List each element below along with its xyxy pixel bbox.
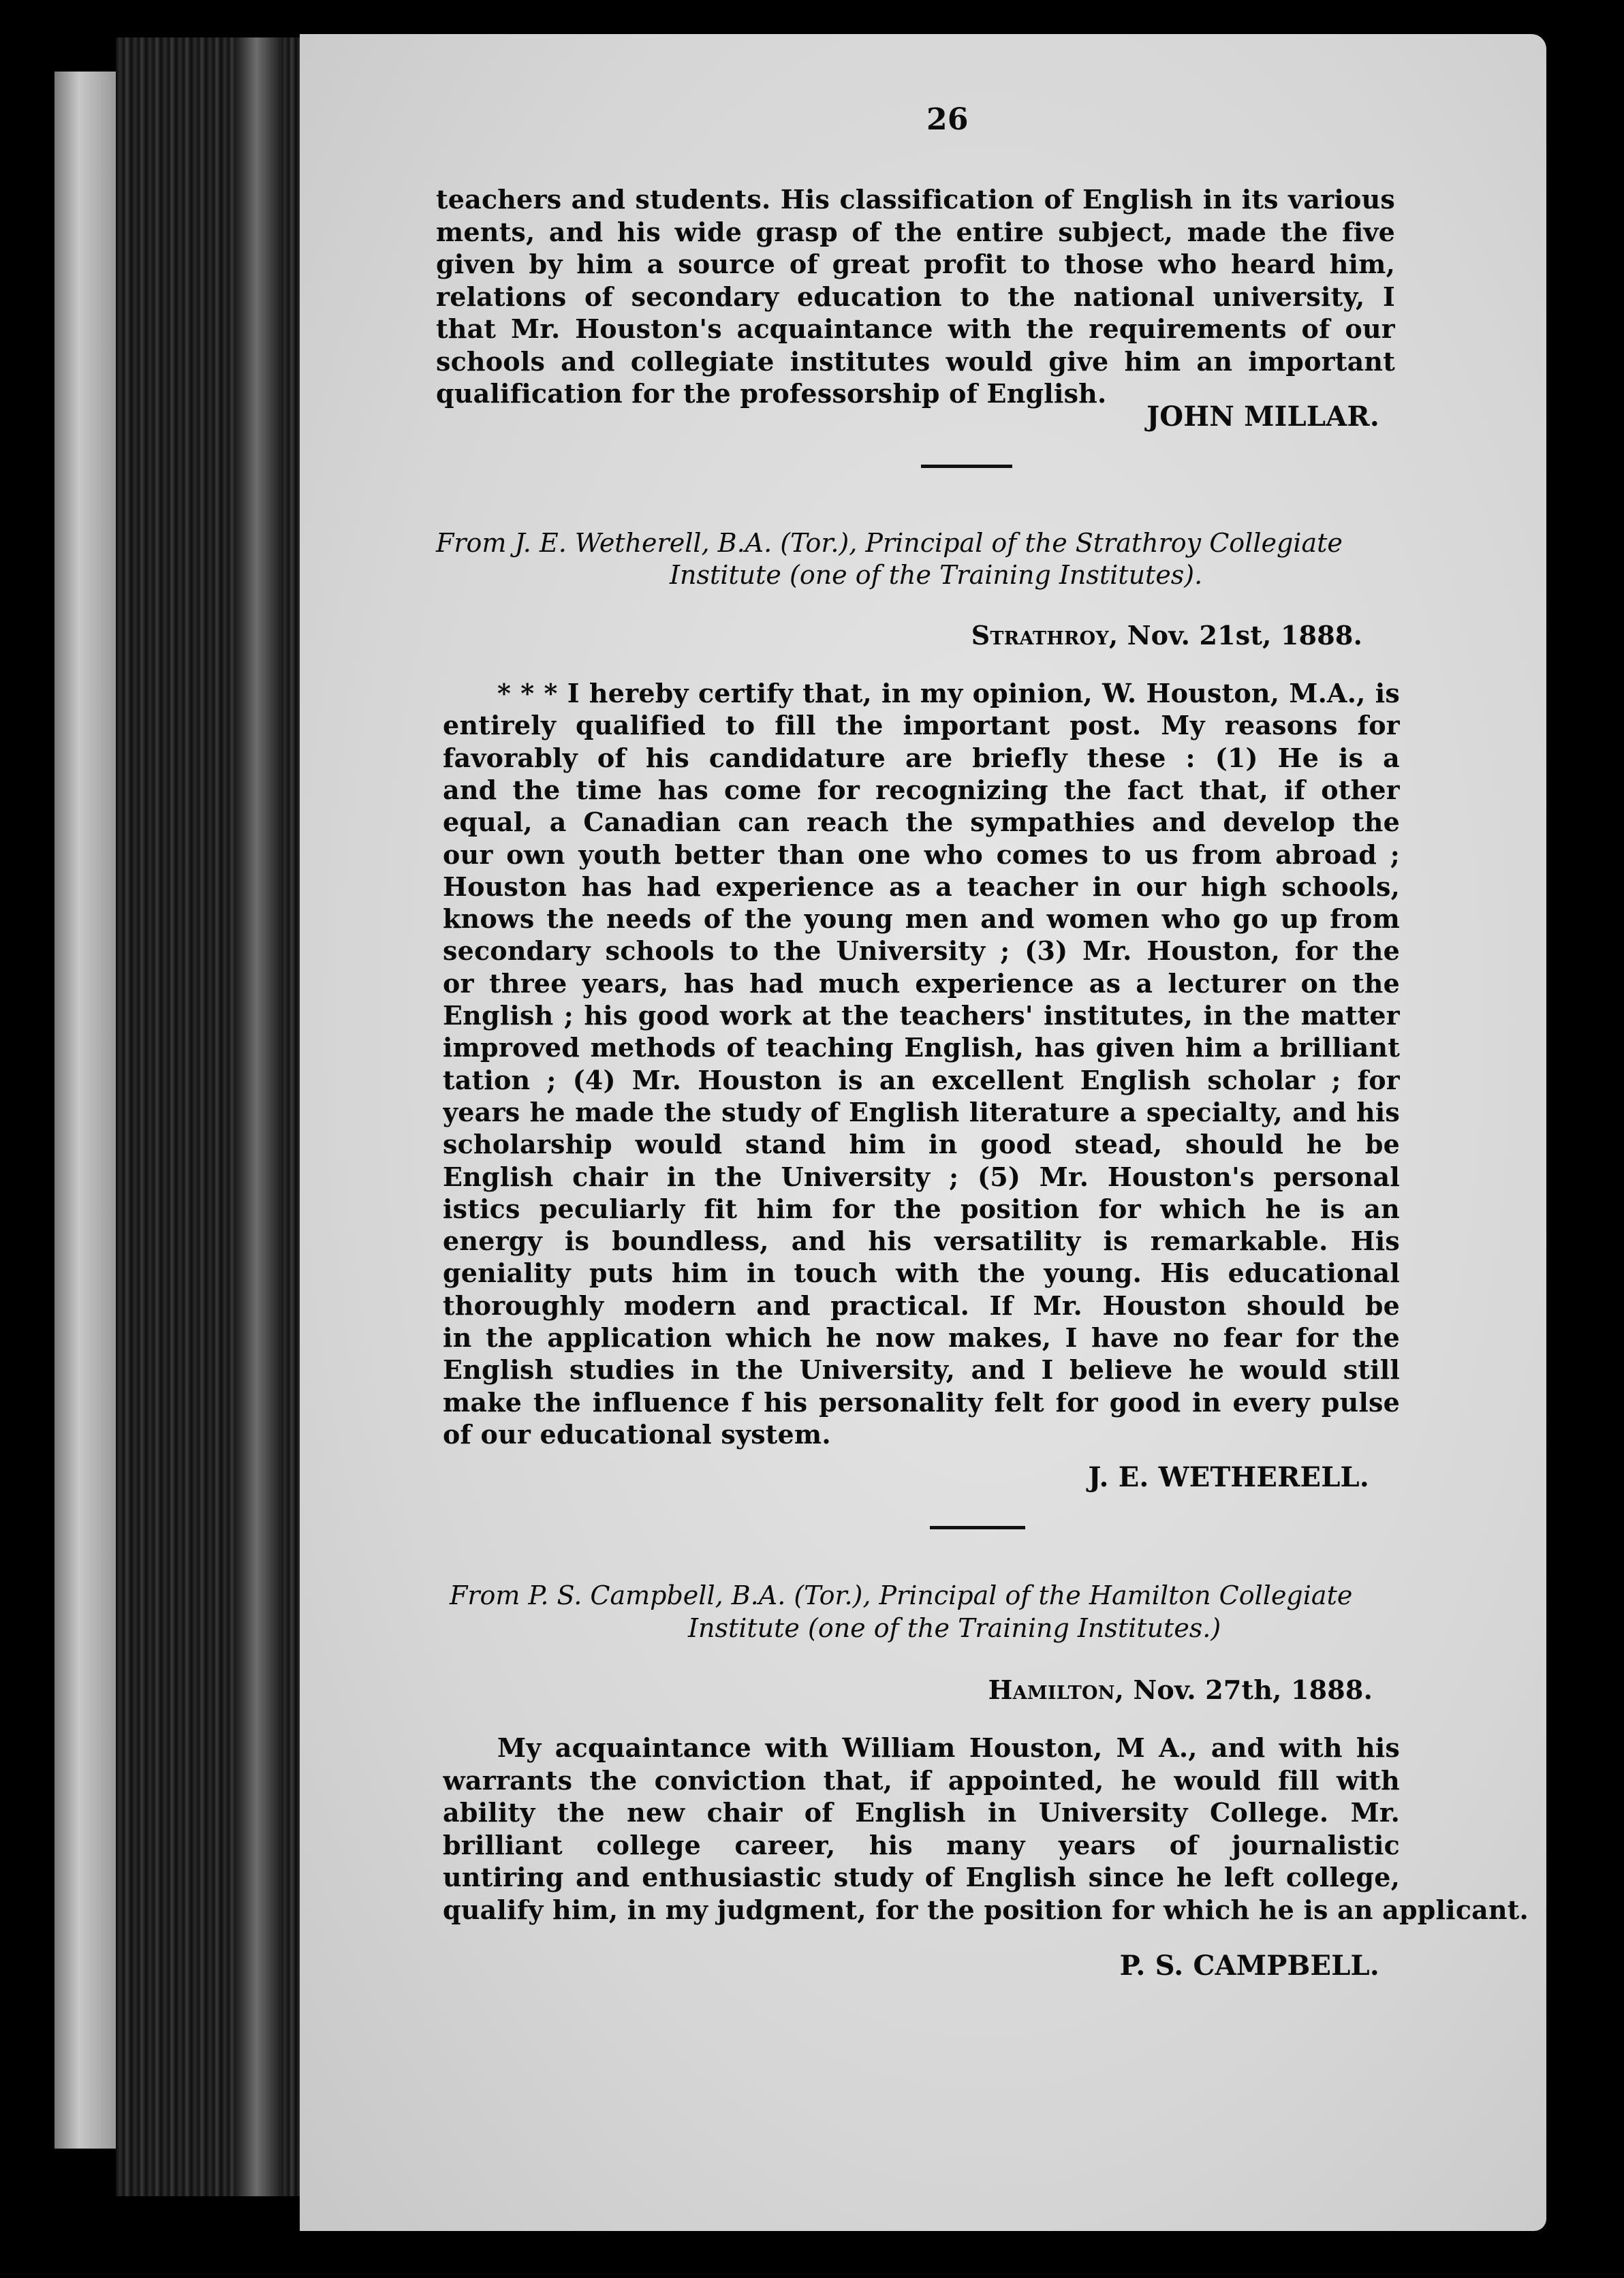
wetherell-dateline (971, 620, 1362, 651)
text-line: or three years, has had much experience as a lecturer on the (443, 967, 1400, 999)
text-line: entirely qualified to fill the important post. My reasons for (443, 710, 1400, 741)
section-divider (921, 465, 1012, 468)
text-line: relations of secondary education to the national university, I (436, 281, 1395, 312)
signature-john-millar: JOHN MILLAR. (1146, 401, 1379, 433)
wetherell-heading-line1: From J. E. Wetherell, B.A. (Tor.), Principal of the Strathroy Collegiate (436, 528, 1343, 558)
text-line: My acquaintance with William Houston, M A., and with his (497, 1732, 1400, 1763)
text-line: English studies in the University, and I believe he would still (443, 1354, 1400, 1386)
text-line: that Mr. Houston's acquaintance with the requirements of our (436, 313, 1395, 344)
text-line: equal, a Canadian can reach the sympathies and develop the (443, 807, 1400, 838)
text-line: English chair in the University ; (5) Mr. Houston's personal (443, 1161, 1400, 1192)
wetherell-heading-line2: Institute (one of the Training Institutes). (670, 560, 1203, 590)
text-line: warrants the conviction that, if appointed, he would fill with (443, 1764, 1400, 1796)
text-line: scholarship would stand him in good stead, should he be (443, 1129, 1400, 1160)
signature-ps-campbell: P. S. CAMPBELL. (1119, 1950, 1379, 1982)
text-line: energy is boundless, and his versatility is remarkable. His (443, 1226, 1400, 1257)
book-binding-strip (235, 37, 283, 2196)
text-line: teachers and students. His classification of English in its various (436, 184, 1395, 215)
text-line: improved methods of teaching English, has given him a brilliant (443, 1032, 1400, 1063)
text-line: given by him a source of great profit to those who heard him, (436, 249, 1395, 279)
text-line: thoroughly modern and practical. If Mr. Houston should be (443, 1290, 1400, 1321)
section-divider (930, 1526, 1025, 1529)
text-line: secondary schools to the University ; (3) Mr. Houston, for the (443, 935, 1400, 967)
wetherell-date: , Nov. 21st, 1888. (1108, 620, 1362, 651)
text-line: istics peculiarly fit him for the position for which he is an (443, 1193, 1400, 1224)
text-line: of our educational system. (443, 1418, 831, 1450)
signature-je-wetherell: J. E. WETHERELL. (1088, 1461, 1369, 1493)
book-edge-left (54, 72, 116, 2149)
text-line: Houston has had experience as a teacher in our high schools, (443, 871, 1400, 902)
text-line: brilliant college career, his many years of journalistic (443, 1829, 1400, 1860)
text-line: and the time has come for recognizing the fact that, if other (443, 774, 1400, 805)
campbell-date: , Nov. 27th, 1888. (1114, 1674, 1373, 1705)
campbell-dateline (988, 1674, 1373, 1705)
text-line: knows the needs of the young men and women who go up from (443, 903, 1400, 935)
text-line: schools and collegiate institutes would give him an important (436, 345, 1395, 377)
text-line: years he made the study of English literature a specialty, and his (443, 1096, 1400, 1127)
text-line: English ; his good work at the teachers' institutes, in the matter (443, 1000, 1400, 1031)
text-line: qualification for the professorship of English. (436, 378, 1107, 409)
text-line: untiring and enthusiastic study of English since he left college, (443, 1862, 1400, 1892)
text-line: favorably of his candidature are briefly these : (1) He is a (443, 742, 1400, 773)
text-line: ments, and his wide grasp of the entire subject, made the five (436, 216, 1395, 247)
text-line: make the influence f his personality felt for good in every pulse (443, 1386, 1400, 1418)
wetherell-place: Strathroy (971, 620, 1109, 651)
text-line: tation ; (4) Mr. Houston is an excellent English scholar ; for (443, 1064, 1400, 1095)
text-line: qualify him, in my judgment, for the position for which he is an applicant. (443, 1894, 1529, 1925)
book-page (300, 34, 1546, 2231)
text-line: * * * I hereby certify that, in my opinion, W. Houston, M.A., is (497, 678, 1400, 708)
campbell-heading-line2: Institute (one of the Training Institutes.) (688, 1613, 1221, 1643)
page-number: 26 (926, 102, 969, 137)
text-line: geniality puts him in touch with the young. His educational (443, 1258, 1400, 1289)
text-line: our own youth better than one who comes to us from abroad ; (443, 839, 1400, 870)
campbell-heading-line1: From P. S. Campbell, B.A. (Tor.), Principal of the Hamilton Collegiate (450, 1580, 1353, 1610)
text-line: ability the new chair of English in University College. Mr. (443, 1797, 1400, 1828)
text-line: in the application which he now makes, I have no fear for the (443, 1322, 1400, 1353)
campbell-place: Hamilton (988, 1674, 1115, 1705)
